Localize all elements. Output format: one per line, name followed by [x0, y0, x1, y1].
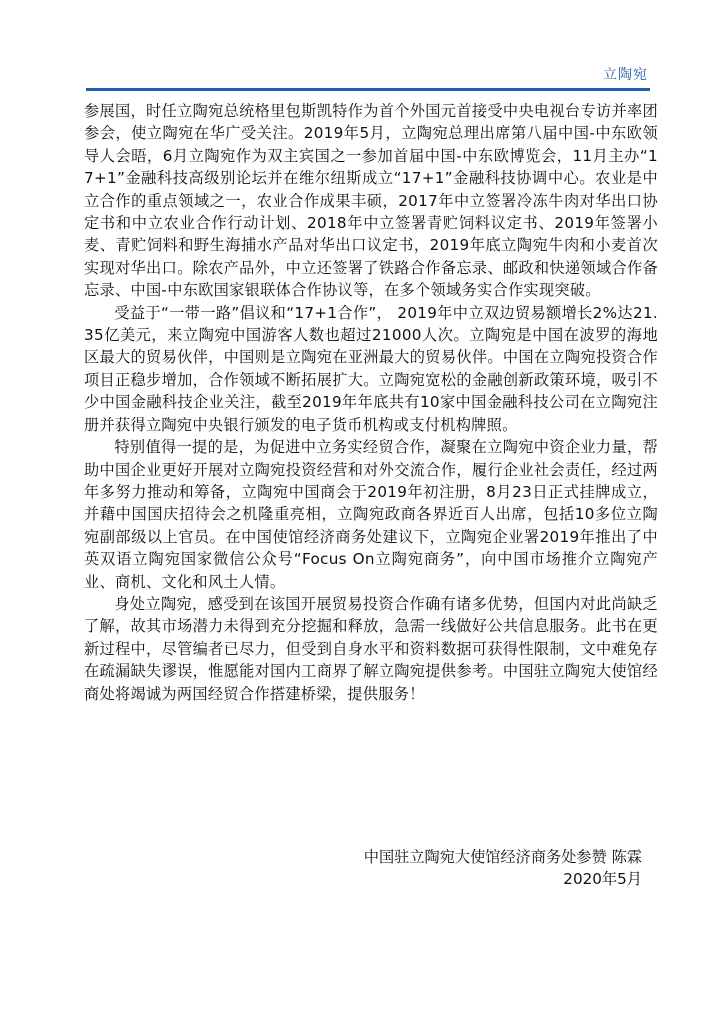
- signature-block: [364, 846, 642, 891]
- running-header-title: 立陶宛: [603, 67, 648, 83]
- paragraph-trade: 受益于“一带一路”倡议和“17+1合作”， 2019年中立双边贸易额增长2%达21.35亿美元，来立陶宛中国游客人数也超过21000人次。立陶宛是中国在波罗的海地区最大的贸易伙伴，中国则是立陶宛在亚洲最大的贸易伙伴。中国在立陶宛投资合作项目正稳步增加，合作领域不断拓展扩大。立陶宛宽松的金融创新政策环境，吸引不少中国金融科技企业关注，截至2019年年底共有10家中国金融科技公司在立陶宛注册并获得立陶宛中央银行颁发的电子货币机构或支付机构牌照。: [84, 303, 658, 434]
- signature-author: 中国驻立陶宛大使馆经济商务处参赞 陈霖: [363, 848, 642, 866]
- document-body: [84, 100, 658, 705]
- paragraph-closing: 身处立陶宛，感受到在该国开展贸易投资合作确有诸多优势，但国内对此尚缺乏了解，故其市场潜力未得到充分挖掘和释放，急需一线做好公共信息服务。此书在更新过程中，尽管编者已尽力，但受到自身水平和资料数据可获得性限制，文中难免存在疏漏缺失谬误，惟愿能对国内工商界了解立陶宛提供参考。中国驻立陶宛大使馆经商处将竭诚为两国经贸合作搭建桥梁，提供服务！: [84, 594, 658, 703]
- paragraph-chamber: 特别值得一提的是，为促进中立务实经贸合作，凝聚在立陶宛中资企业力量，帮助中国企业更好开展对立陶宛投资经营和对外交流合作，履行企业社会责任，经过两年多努力推动和筹备，立陶宛中国商会于2019年初注册，8月23日正式挂牌成立，并藉中国国庆招待会之机隆重亮相，立陶宛政商各界近百人出席，包括10多位立陶宛副部级以上官员。在中国使馆经济商务处建议下，立陶宛企业署2019年推出了中英双语立陶宛国家微信公众号“Focus On立陶宛商务”，向中国市场推介立陶宛产业、商机、文化和风土人情。: [84, 438, 658, 591]
- header-divider: [86, 88, 650, 91]
- signature-date: 2020年5月: [563, 870, 642, 889]
- paragraph-continued: 参展国，时任立陶宛总统格里包斯凯特作为首个外国元首接受中央电视台专访并率团参会，使立陶宛在华广受关注。2019年5月，立陶宛总理出席第八届中国-中东欧领导人会晤，6月立陶宛作为双主宾国之一参加首届中国-中东欧博览会，11月主办“17+1”金融科技高级别论坛并在维尔纽斯成立“17+1”金融科技协调中心。农业是中立合作的重点领域之一，农业合作成果丰硕，2017年中立签署冷冻牛肉对华出口协定书和中立农业合作行动计划、2018年中立签署青贮饲料议定书、2019年签署小麦、青贮饲料和野生海捕水产品对华出口议定书，2019年底立陶宛牛肉和小麦首次实现对华出口。除农产品外，中立还签署了铁路合作备忘录、邮政和快递领域合作备忘录、中国-中东欧国家银联体合作协议等，在多个领域务实合作实现突破。: [84, 102, 658, 300]
